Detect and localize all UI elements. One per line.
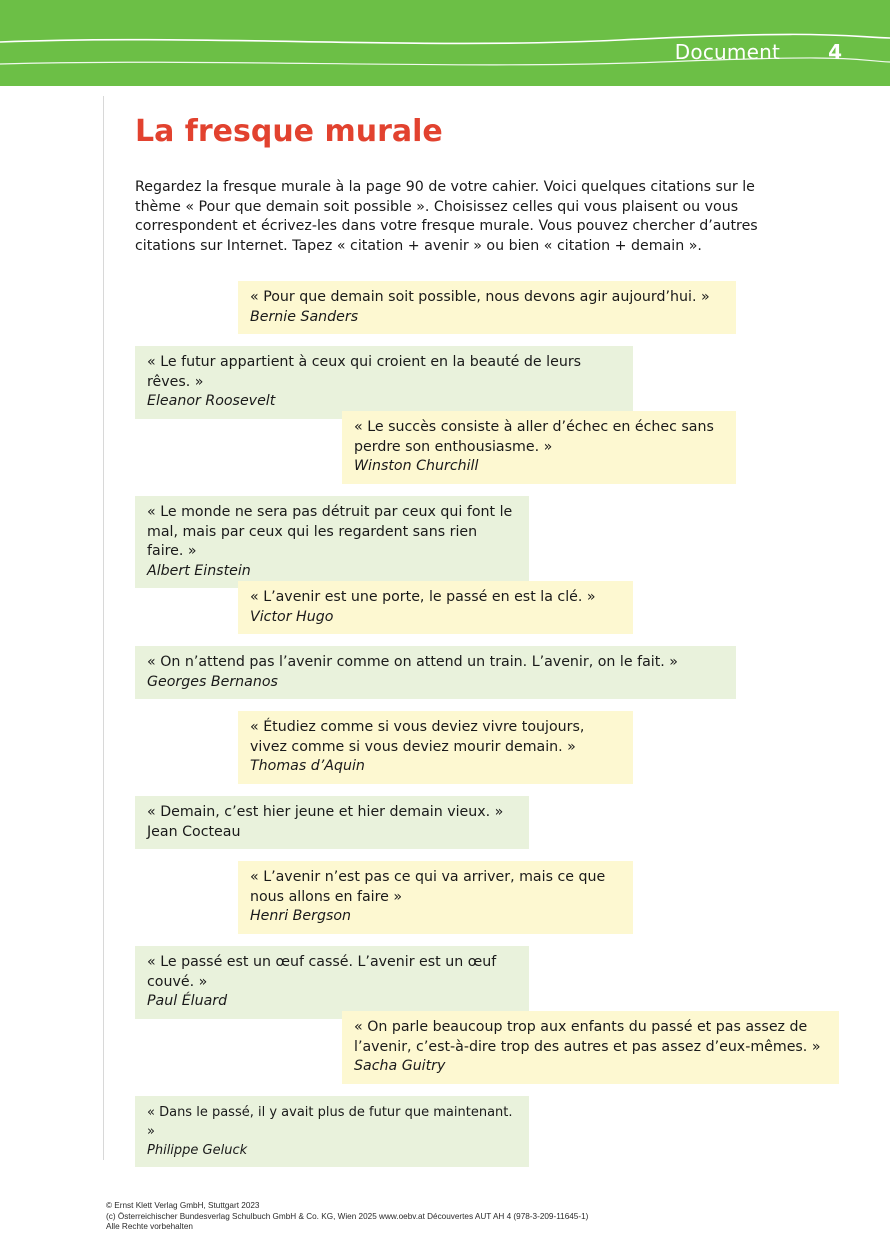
quote-box bbox=[238, 581, 633, 634]
quote-text: « On parle beaucoup trop aux enfants du passé et pas assez de l’avenir, c’est-à-dire trop des autres et pas assez d’eux-mêmes. » bbox=[354, 1019, 821, 1055]
footer-line: © Ernst Klett Verlag GmbH, Stuttgart 2023 bbox=[106, 1201, 260, 1210]
quote-author: Victor Hugo bbox=[250, 608, 334, 625]
quote-box bbox=[135, 1096, 529, 1167]
quote-box bbox=[135, 796, 529, 849]
margin-divider bbox=[103, 96, 104, 1160]
quote-author: Paul Éluard bbox=[147, 993, 228, 1009]
quote-box bbox=[135, 946, 529, 1019]
quote-box bbox=[342, 1011, 839, 1084]
quote-text: « Le passé est un œuf cassé. L’avenir est un œuf couvé. » bbox=[147, 954, 497, 990]
footer-line: Alle Rechte vorbehalten bbox=[106, 1222, 193, 1231]
quote-text: « Le monde ne sera pas détruit par ceux qui font le mal, mais par ceux qui les regardent sans rien faire. » bbox=[147, 504, 513, 559]
quote-text: « Le futur appartient à ceux qui croient en la beauté de leurs rêves. » bbox=[147, 354, 582, 390]
document-number: 4 bbox=[828, 40, 842, 64]
quote-text: « Pour que demain soit possible, nous devons agir aujourd’hui. » bbox=[250, 289, 710, 305]
quote-author: Sacha Guitry bbox=[354, 1058, 446, 1074]
page-title: La fresque murale bbox=[135, 114, 443, 149]
quote-box bbox=[238, 711, 633, 784]
quote-author: Eleanor Roosevelt bbox=[147, 393, 276, 409]
footer-line: (c) Österreichischer Bundesverlag Schulbuch GmbH & Co. KG, Wien 2025 www.oebv.at Découvertes AUT AH 4 (978-3-209-11645-1) bbox=[106, 1211, 589, 1221]
quote-box bbox=[135, 496, 529, 588]
quote-text: « Étudiez comme si vous deviez vivre toujours, vivez comme si vous deviez mourir demain. » bbox=[250, 719, 585, 755]
copyright-footer bbox=[106, 1201, 588, 1233]
quote-text: « Dans le passé, il y avait plus de futur que maintenant. » bbox=[147, 1105, 513, 1139]
header-bar bbox=[0, 0, 890, 86]
quote-text: « L’avenir n’est pas ce qui va arriver, mais ce que nous allons en faire » bbox=[250, 869, 606, 905]
quote-author: Philippe Geluck bbox=[147, 1143, 248, 1158]
quote-box bbox=[135, 646, 736, 699]
quote-text: « On n’attend pas l’avenir comme on attend un train. L’avenir, on le fait. » bbox=[147, 654, 678, 670]
quote-box bbox=[238, 861, 633, 934]
quote-author: Georges Bernanos bbox=[147, 673, 278, 690]
quote-box bbox=[342, 411, 736, 484]
intro-paragraph: Regardez la fresque murale à la page 90 de votre cahier. Voici quelques citations sur le thème « Pour que demain soit possible ». Choisissez celles qui vous plaisent ou vous correspondent et écrivez-les dans votre fresque murale. Vous pouvez chercher d’autres citations sur Internet. Tapez « citation + avenir » ou bien « citation + demain ». bbox=[135, 179, 758, 254]
quote-box bbox=[238, 281, 736, 334]
document-label: Document bbox=[674, 40, 780, 64]
quote-author: Jean Cocteau bbox=[147, 823, 241, 840]
quote-author: Bernie Sanders bbox=[250, 308, 359, 325]
quote-text: « L’avenir est une porte, le passé en est la clé. » bbox=[250, 589, 596, 605]
quote-text: « Demain, c’est hier jeune et hier demain vieux. » bbox=[147, 804, 504, 820]
quote-author: Henri Bergson bbox=[250, 908, 352, 924]
quote-author: Winston Churchill bbox=[354, 458, 479, 474]
quote-text: « Le succès consiste à aller d’échec en échec sans perdre son enthousiasme. » bbox=[354, 419, 714, 455]
quote-box bbox=[135, 346, 633, 419]
quote-author: Thomas d’Aquin bbox=[250, 758, 365, 774]
quote-author: Albert Einstein bbox=[147, 562, 251, 579]
